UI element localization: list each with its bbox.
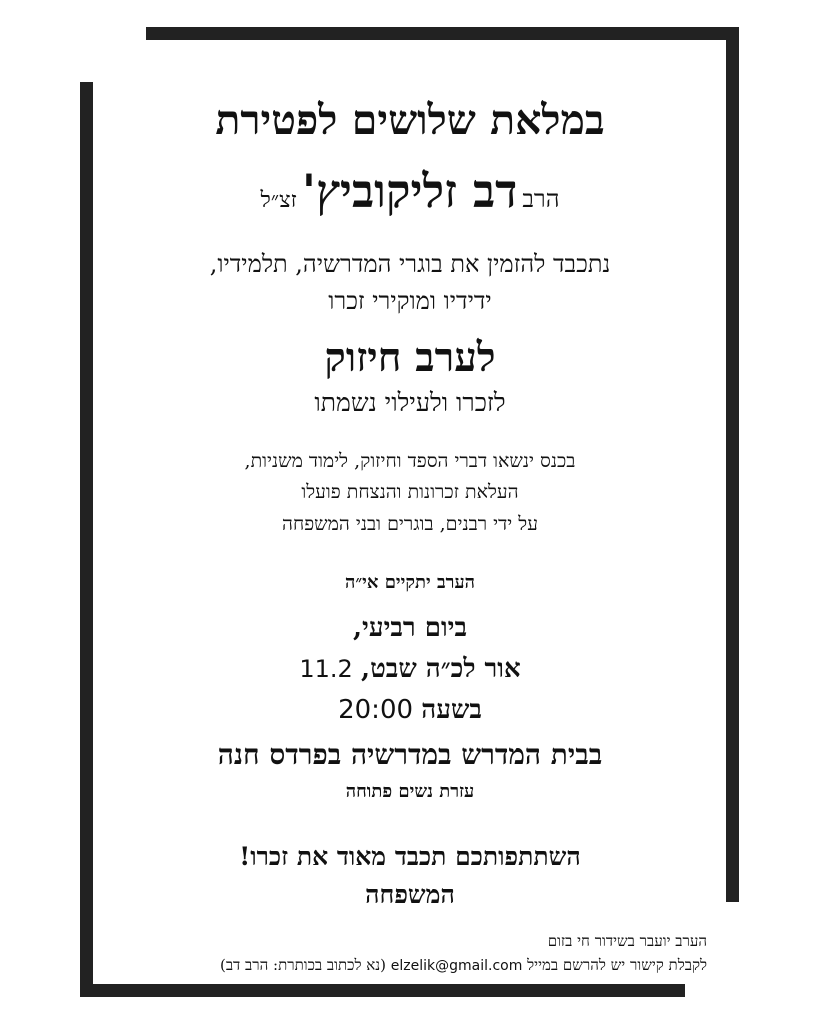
frame-left-bar xyxy=(80,82,93,997)
event-time-row xyxy=(100,697,720,723)
frame-right-bar xyxy=(726,27,739,902)
program-line-2: העלאת זכרונות והנצחת פועלו xyxy=(301,481,519,503)
rabbi-name-row xyxy=(100,164,720,218)
frame-top-bar xyxy=(146,27,739,40)
footer-line-1: הערב יועבר בשידור חי בזום xyxy=(547,932,707,950)
footer-line-2-prefix: לקבלת קישור יש להרשם במייל xyxy=(527,956,707,974)
event-date-row xyxy=(100,656,720,682)
name-prefix: הרב xyxy=(522,185,560,213)
footer-email-link[interactable]: elzelik@gmail.com xyxy=(390,958,523,974)
frame-bottom-bar xyxy=(80,984,685,997)
invite-line-2: ידידיו ומוקירי זכרו xyxy=(328,287,492,315)
name-suffix: זצ״ל xyxy=(260,188,297,213)
footer-line-2 xyxy=(220,958,707,973)
event-day: ביום רביעי, xyxy=(353,613,467,643)
rabbi-name: דב זליקוביץ' xyxy=(301,164,518,218)
heading: במלאת שלושים לפטירת xyxy=(215,96,605,144)
time-value: 20:00 xyxy=(338,695,414,725)
program-line-1: בכנס ינשאו דברי הספד וחיזוק, לימוד משניות, xyxy=(244,450,576,472)
footer-line-2-suffix: (נא לכתוב בכותרת: הרב דב) xyxy=(219,956,386,974)
closing-line: השתתפותכם תכבד מאוד את זכרו! xyxy=(239,842,581,871)
date-numeric: 11.2 xyxy=(299,655,353,683)
date-hebrew: אור לכ״ה שבט, xyxy=(361,654,521,684)
program-line-3: על ידי רבנים, בוגרים ובני המשפחה xyxy=(282,513,538,535)
invite-line-1: נתכבד להזמין את בוגרי המדרשיה, תלמידיו, xyxy=(209,250,611,278)
women-section-note: עזרת נשים פתוחה xyxy=(345,781,475,802)
signature: המשפחה xyxy=(365,880,455,909)
event-title: לערב חיזוק xyxy=(324,334,496,381)
event-subtitle: לזכרו ולעילוי נשמתו xyxy=(314,388,506,417)
event-location: בבית המדרש במדרשיה בפרדס חנה xyxy=(217,738,603,771)
time-label: בשעה xyxy=(421,695,482,725)
held-intro: הערב יתקיים אי״ה xyxy=(344,572,476,593)
